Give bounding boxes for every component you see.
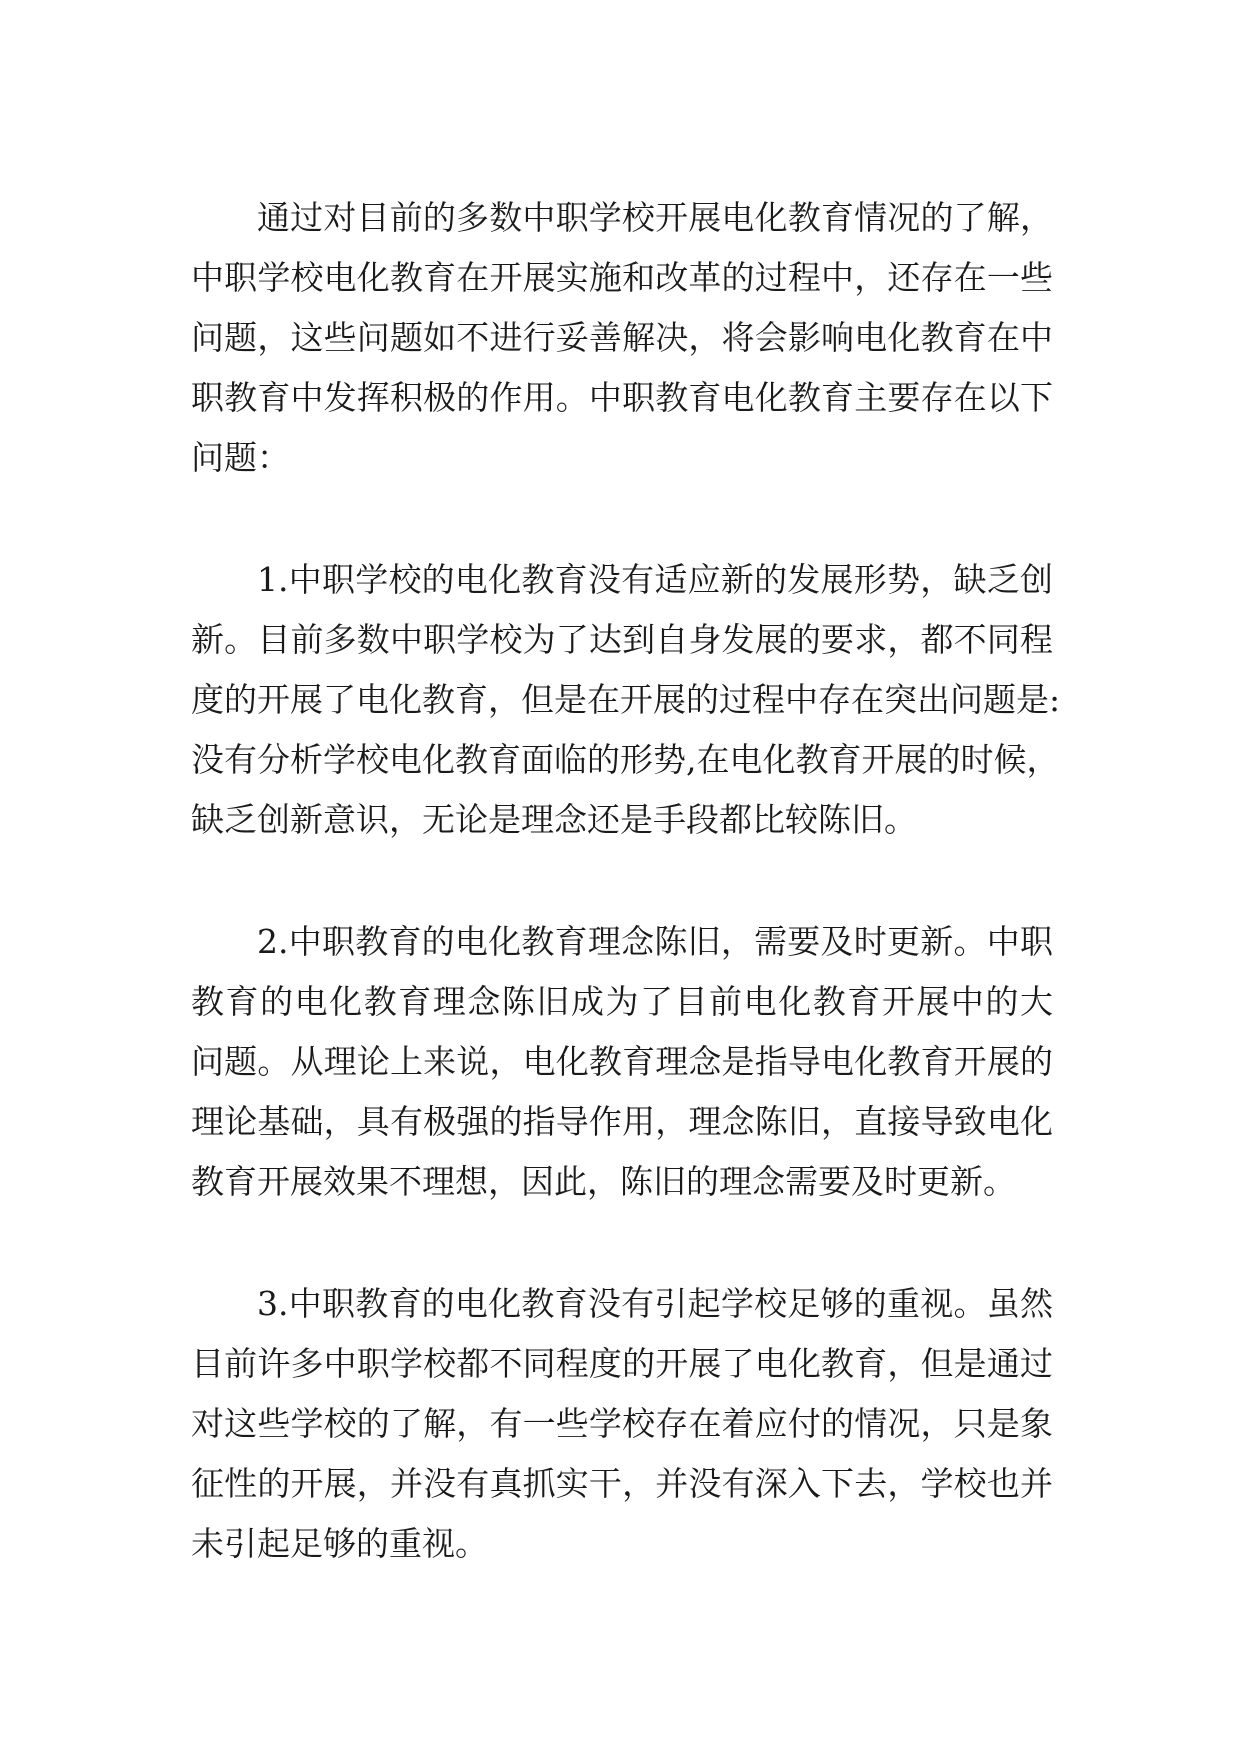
paragraph-line: 没有分析学校电化教育面临的形势,在电化教育开展的时候， [191,740,1060,779]
paragraph-line: 教育开展效果不理想，因此，陈旧的理念需要及时更新。 [191,1162,1016,1201]
paragraph-point-1 [191,550,1061,850]
paragraph-line: 问题。从理论上来说，电化教育理念是指导电化教育开展的 [191,1042,1053,1081]
paragraph-line: 理论基础，具有极强的指导作用，理念陈旧，直接导致电化 [191,1102,1053,1141]
paragraph-point-3 [191,1274,1053,1574]
paragraph-line: 2.中职教育的电化教育理念陈旧，需要及时更新。中职 [257,922,1053,961]
paragraph-line: 1.中职学校的电化教育没有适应新的发展形势，缺乏创 [257,560,1053,599]
paragraph-line: 教育的电化教育理念陈旧成为了目前电化教育开展中的大 [191,982,1053,1021]
paragraph-line: 通过对目前的多数中职学校开展电化教育情况的了解， [257,198,1053,237]
document-body [191,188,1061,1636]
paragraph-line: 征性的开展，并没有真抓实干，并没有深入下去，学校也并 [191,1464,1053,1503]
paragraph-line: 对这些学校的了解，有一些学校存在着应付的情况，只是象 [191,1404,1053,1443]
paragraph-line: 3.中职教育的电化教育没有引起学校足够的重视。虽然 [257,1284,1053,1323]
paragraph-line: 目前许多中职学校都不同程度的开展了电化教育，但是通过 [191,1344,1053,1383]
paragraph-point-2 [191,912,1053,1212]
paragraph-line: 缺乏创新意识，无论是理念还是手段都比较陈旧。 [191,800,917,839]
paragraph-line: 中职学校电化教育在开展实施和改革的过程中，还存在一些 [191,258,1053,297]
paragraph-line: 未引起足够的重视。 [191,1524,488,1563]
paragraph-line: 问题，这些问题如不进行妥善解决，将会影响电化教育在中 [191,318,1053,357]
paragraph-line: 新。目前多数中职学校为了达到自身发展的要求，都不同程 [191,620,1053,659]
paragraph-line: 度的开展了电化教育，但是在开展的过程中存在突出问题是: [191,680,1061,719]
paragraph-line: 职教育中发挥积极的作用。中职教育电化教育主要存在以下 [191,378,1053,417]
paragraph-intro [191,188,1053,488]
paragraph-line: 问题： [191,438,290,477]
